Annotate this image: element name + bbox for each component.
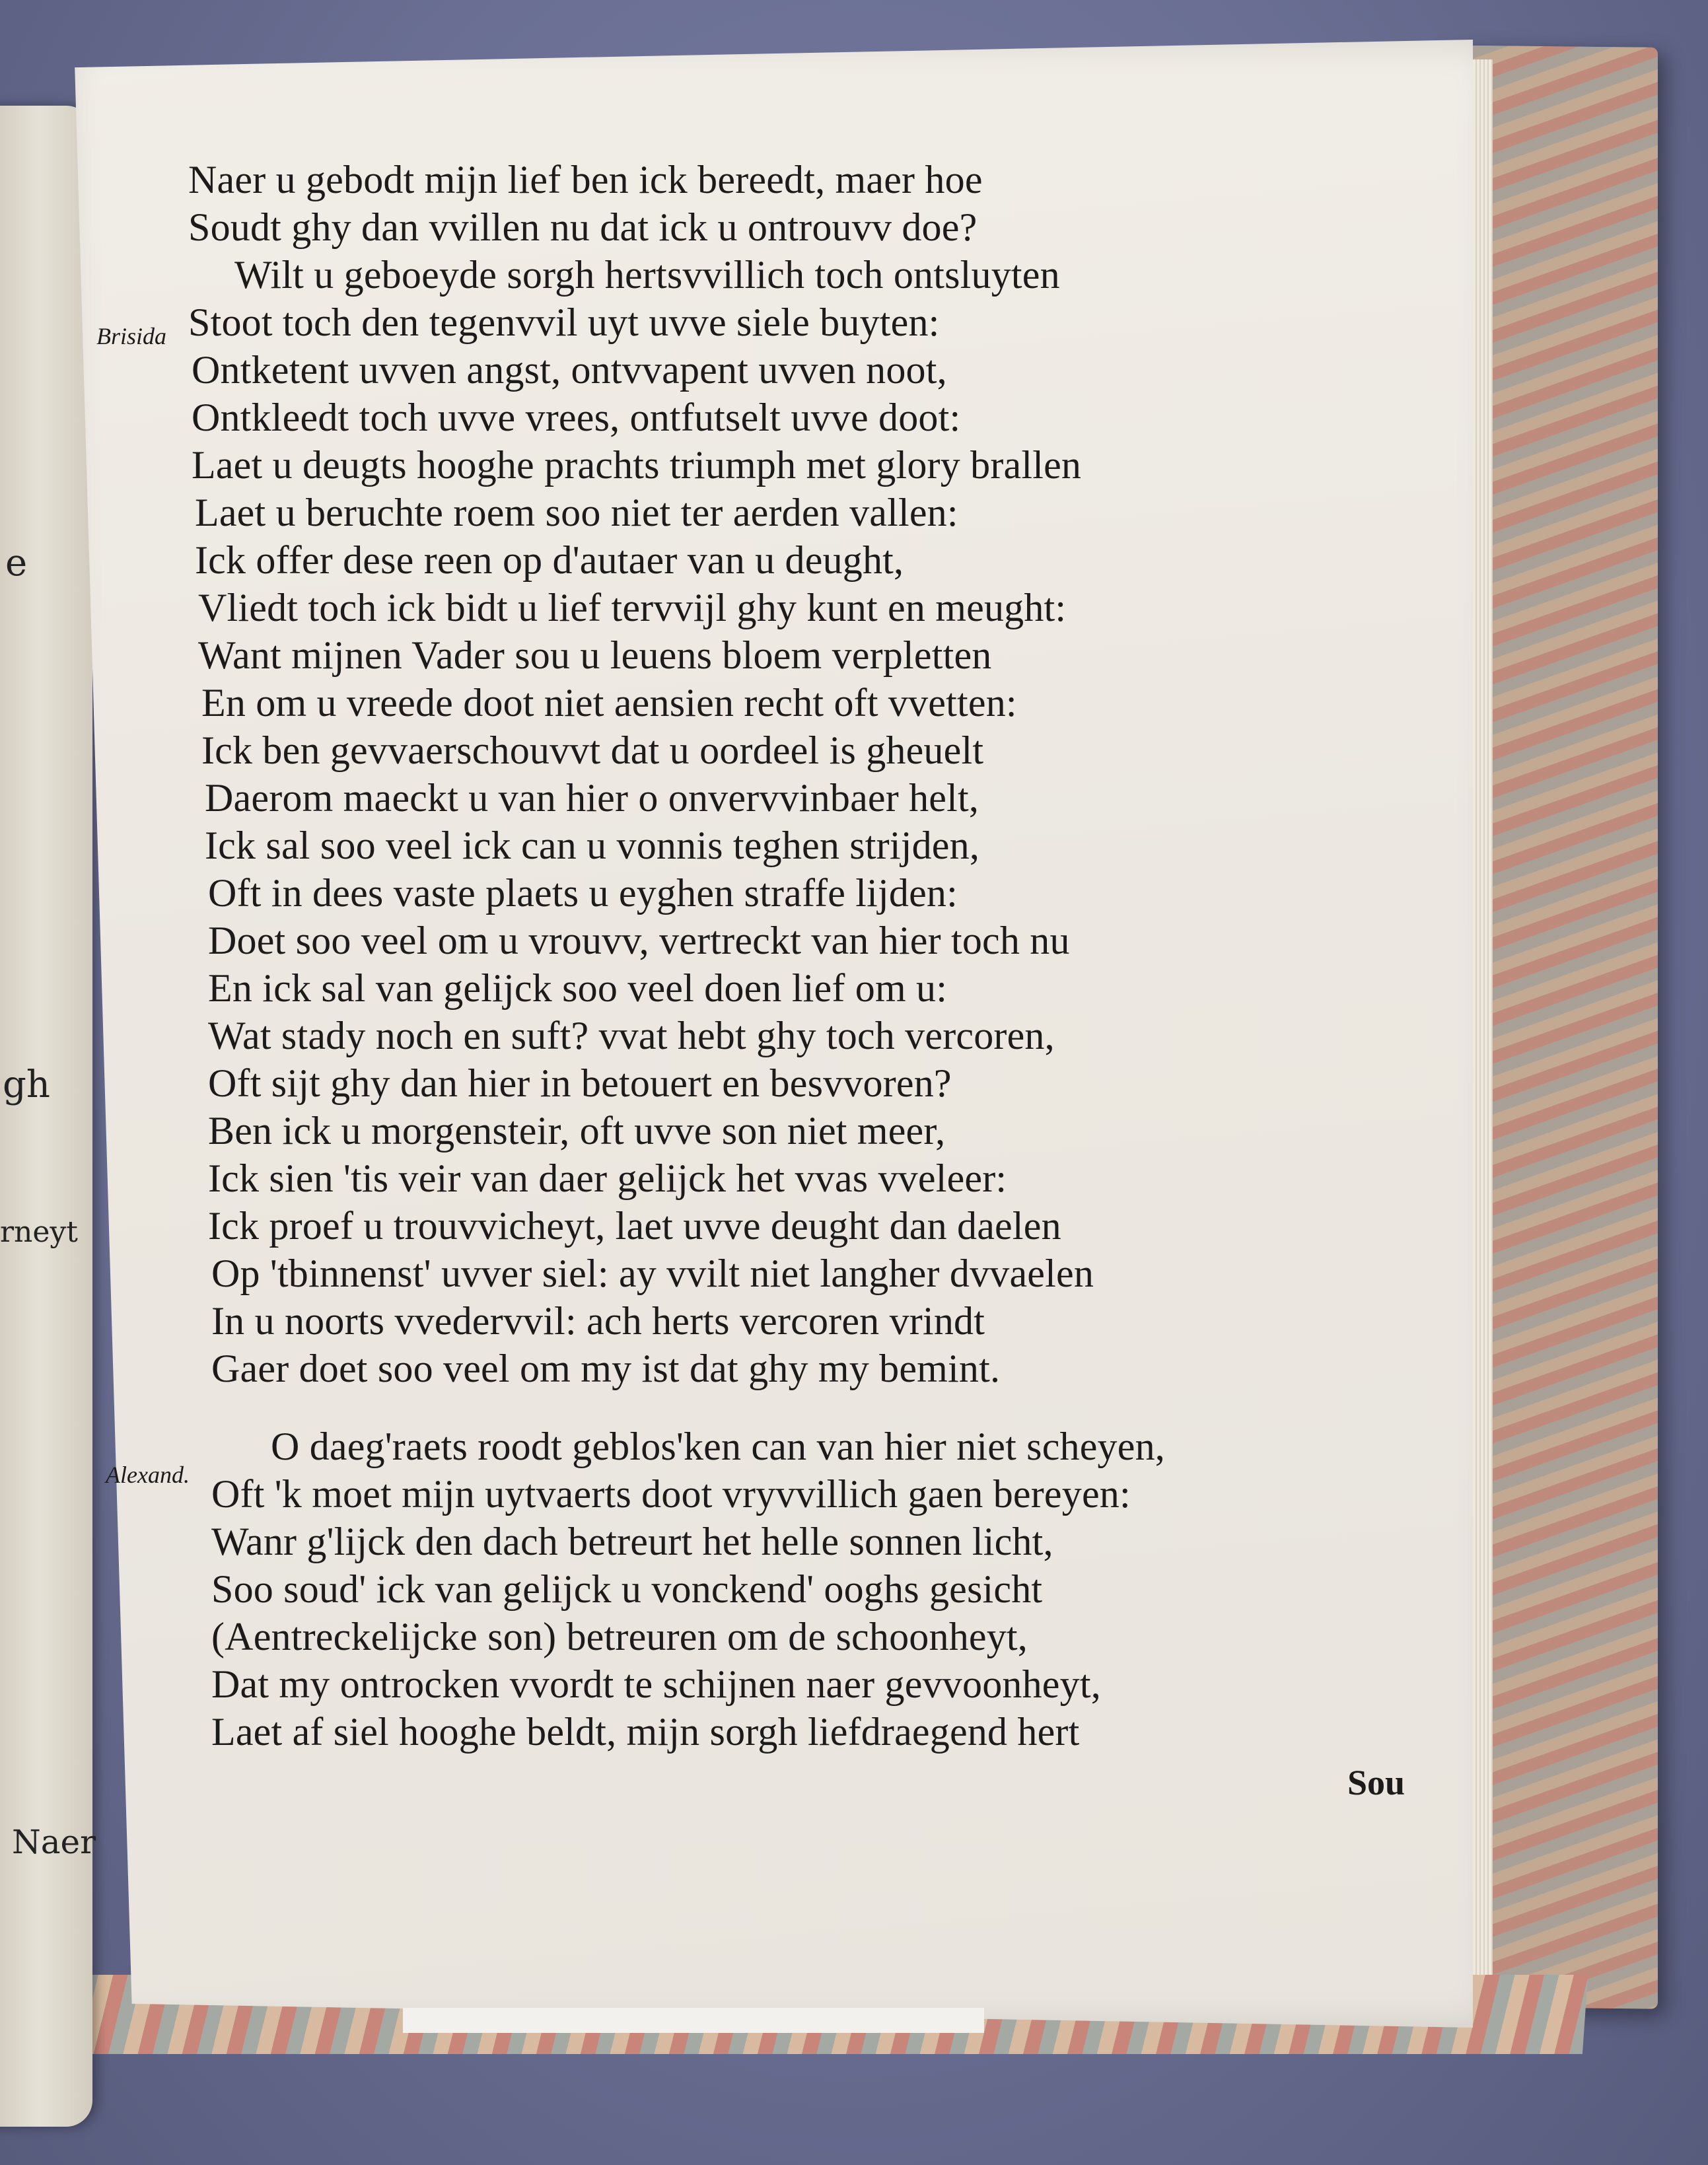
verse-line: En om u vreede doot niet aensien recht oft vvetten: xyxy=(201,681,1017,725)
verse-line: Ick proef u trouvvicheyt, laet uvve deught dan daelen xyxy=(208,1204,1061,1248)
verse-line: Stoot toch den tegenvvil uyt uvve siele buyten: xyxy=(188,301,940,344)
verse-line: Ick offer dese reen op d'autaer van u deught, xyxy=(195,538,904,582)
verse-line: In u noorts vvedervvil: ach herts vercoren vrindt xyxy=(211,1299,985,1343)
verse-line: Ontketent uvven angst, ontvvapent uvven noot, xyxy=(192,348,947,392)
verse-line: Oft sijt ghy dan hier in betouert en besvvoren? xyxy=(208,1061,952,1105)
verse-line: Vliedt toch ick bidt u lief tervvijl ghy kunt en meught: xyxy=(198,586,1067,629)
left-page-fragment: rneyt xyxy=(0,1215,78,1249)
verse-line: Op 'tbinnenst' uvver siel: ay vvilt niet langher dvvaelen xyxy=(211,1252,1094,1295)
verse-line: En ick sal van gelijck soo veel doen lief om u: xyxy=(208,966,948,1010)
verse-line: Oft in dees vaste plaets u eyghen straffe lijden: xyxy=(208,871,958,915)
verse-line: Want mijnen Vader sou u leuens bloem verpletten xyxy=(198,633,992,677)
catchword: Sou xyxy=(1347,1763,1406,1802)
verse-line: Doet soo veel om u vrouvv, vertreckt van hier toch nu xyxy=(208,919,1070,962)
verse-line: Ick sien 'tis veir van daer gelijck het vvas vveleer: xyxy=(208,1156,1007,1200)
verse-line: Ben ick u morgensteir, oft uvve son niet meer, xyxy=(208,1109,946,1153)
verse-line: O daeg'raets roodt geblos'ken can van hier niet scheyen, xyxy=(271,1425,1165,1468)
verse-line: Wanr g'lijck den dach betreurt het helle sonnen licht, xyxy=(211,1520,1053,1563)
speaker-label-alexand: Alexand. xyxy=(106,1462,190,1488)
verse-line: Laet af siel hooghe beldt, mijn sorgh liefdraegend hert xyxy=(211,1710,1080,1754)
verse-line: Ick ben gevvaerschouvvt dat u oordeel is gheuelt xyxy=(201,728,984,772)
verse-line: Soudt ghy dan vvillen nu dat ick u ontrouvv doe? xyxy=(188,205,978,249)
verse-line: (Aentreckelijcke son) betreuren om de schoonheyt, xyxy=(211,1615,1028,1658)
verse-line: Naer u gebodt mijn lief ben ick bereedt, maer hoe xyxy=(188,158,983,201)
verse-line: Laet u beruchte roem soo niet ter aerden vallen: xyxy=(195,491,958,534)
verse-line: Ontkleedt toch uvve vrees, ontfutselt uvve doot: xyxy=(192,396,961,439)
left-page-fragment: gh xyxy=(3,1063,50,1106)
left-page-fragment: Naer xyxy=(12,1823,96,1861)
verse-line: Ick sal soo veel ick can u vonnis teghen strijden, xyxy=(205,824,980,867)
verse-line: Dat my ontrocken vvordt te schijnen naer gevvoonheyt, xyxy=(211,1662,1101,1706)
verse-line: Laet u deugts hooghe prachts triumph met glory brallen xyxy=(192,443,1082,487)
left-page-fragment: e xyxy=(5,542,28,585)
redaction-bar xyxy=(403,2008,984,2033)
verse-line: Daerom maeckt u van hier o onvervvinbaer helt, xyxy=(205,776,979,820)
verse-line: Wat stady noch en suft? vvat hebt ghy toch vercoren, xyxy=(208,1014,1055,1057)
verse-line: Wilt u geboeyde sorgh hertsvvillich toch ontsluyten xyxy=(234,253,1060,297)
speaker-label-brisida: Brisida xyxy=(96,323,167,349)
verse-line: Soo soud' ick van gelijck u vonckend' ooghs gesicht xyxy=(211,1567,1043,1611)
verse-line: Gaer doet soo veel om my ist dat ghy my bemint. xyxy=(211,1347,1001,1390)
verse-line: Oft 'k moet mijn uytvaerts doot vryvvillich gaen bereyen: xyxy=(211,1472,1131,1516)
